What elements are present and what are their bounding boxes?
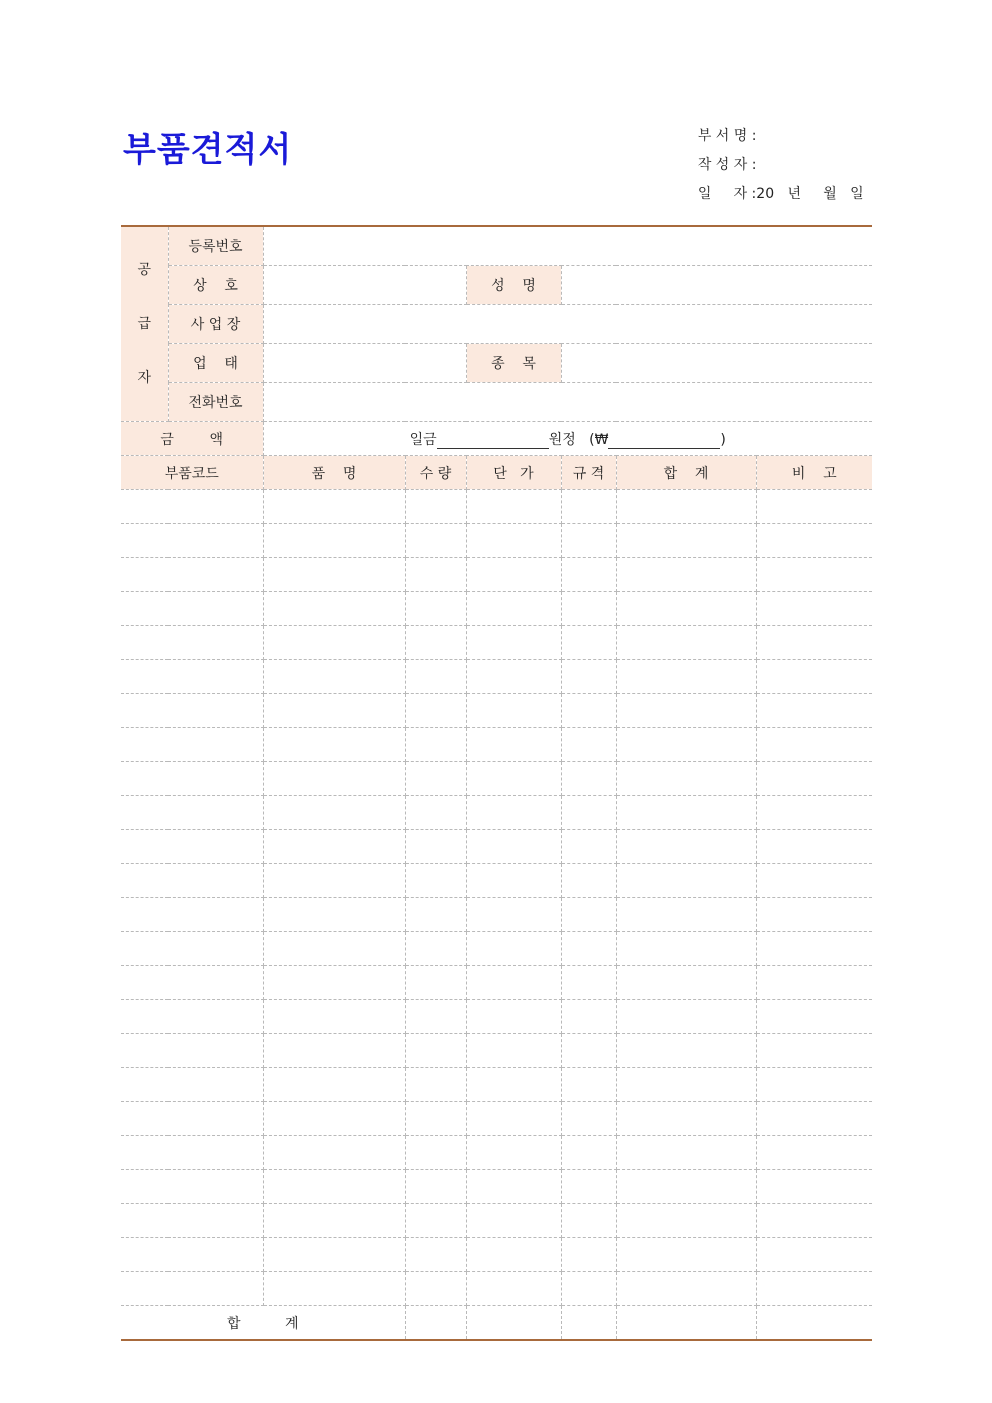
item-cell-remarks[interactable] [756, 558, 872, 592]
item-cell-quantity[interactable] [405, 898, 466, 932]
item-row [121, 524, 872, 558]
item-cell-remarks[interactable] [756, 694, 872, 728]
representative-field[interactable] [561, 266, 872, 305]
item-cell-item-name[interactable] [263, 626, 405, 660]
item-cell-total[interactable] [616, 1102, 756, 1136]
item-cell-remarks[interactable] [756, 1136, 872, 1170]
item-cell-part-code[interactable] [121, 830, 263, 864]
item-cell-item-name[interactable] [263, 898, 405, 932]
item-cell-remarks[interactable] [756, 660, 872, 694]
item-cell-remarks[interactable] [756, 864, 872, 898]
item-cell-unit-price[interactable] [466, 1238, 561, 1272]
item-cell-unit-price[interactable] [466, 1136, 561, 1170]
item-cell-unit-price[interactable] [466, 1170, 561, 1204]
item-cell-spec[interactable] [561, 490, 616, 524]
item-cell-spec[interactable] [561, 1272, 616, 1306]
item-cell-part-code[interactable] [121, 966, 263, 1000]
date-day-unit: 일 [850, 186, 864, 202]
quote-table [121, 225, 872, 1341]
item-cell-remarks[interactable] [756, 1034, 872, 1068]
item-cell-total[interactable] [616, 762, 756, 796]
date-year-prefix: 20 [756, 186, 775, 202]
item-cell-unit-price[interactable] [466, 728, 561, 762]
item-cell-spec[interactable] [561, 626, 616, 660]
item-cell-spec[interactable] [561, 694, 616, 728]
business-item-label: 종 목 [466, 344, 561, 383]
item-cell-spec[interactable] [561, 796, 616, 830]
item-cell-remarks[interactable] [756, 1204, 872, 1238]
representative-label: 성 명 [466, 266, 561, 305]
item-cell-remarks[interactable] [756, 932, 872, 966]
item-cell-total[interactable] [616, 966, 756, 1000]
item-cell-spec[interactable] [561, 1034, 616, 1068]
item-cell-total[interactable] [616, 1272, 756, 1306]
amount-text-prefix: 일금 [409, 431, 437, 448]
item-cell-item-name[interactable] [263, 1170, 405, 1204]
item-cell-total[interactable] [616, 830, 756, 864]
total-row [121, 1306, 872, 1341]
item-cell-part-code[interactable] [121, 592, 263, 626]
item-cell-item-name[interactable] [263, 694, 405, 728]
item-cell-quantity[interactable] [405, 490, 466, 524]
item-cell-part-code[interactable] [121, 898, 263, 932]
item-row [121, 1272, 872, 1306]
item-cell-part-code[interactable] [121, 1102, 263, 1136]
item-cell-total[interactable] [616, 558, 756, 592]
item-cell-remarks[interactable] [756, 1102, 872, 1136]
item-cell-unit-price[interactable] [466, 1068, 561, 1102]
item-cell-total[interactable] [616, 1034, 756, 1068]
column-header-remarks: 비 고 [756, 456, 872, 490]
column-header-quantity: 수 량 [405, 456, 466, 490]
total-label: 합 계 [121, 1306, 405, 1341]
phone-label: 전화번호 [168, 383, 263, 422]
item-row [121, 864, 872, 898]
supplier-section-label [121, 226, 168, 422]
item-row [121, 626, 872, 660]
item-cell-unit-price[interactable] [466, 592, 561, 626]
item-cell-item-name[interactable] [263, 932, 405, 966]
item-cell-quantity[interactable] [405, 864, 466, 898]
item-cell-spec[interactable] [561, 762, 616, 796]
item-cell-unit-price[interactable] [466, 1000, 561, 1034]
total-cell-total[interactable] [616, 1306, 756, 1341]
item-cell-item-name[interactable] [263, 490, 405, 524]
item-cell-spec[interactable] [561, 558, 616, 592]
item-row [121, 1204, 872, 1238]
item-cell-quantity[interactable] [405, 694, 466, 728]
item-cell-remarks[interactable] [756, 626, 872, 660]
item-cell-remarks[interactable] [756, 796, 872, 830]
item-cell-part-code[interactable] [121, 1272, 263, 1306]
supplier-char-3: 자 [137, 370, 152, 386]
item-cell-spec[interactable] [561, 660, 616, 694]
item-cell-total[interactable] [616, 694, 756, 728]
item-row [121, 1102, 872, 1136]
total-cell-remarks[interactable] [756, 1306, 872, 1341]
registration-no-label: 등록번호 [168, 226, 263, 266]
item-cell-total[interactable] [616, 796, 756, 830]
amount-row [121, 422, 872, 456]
item-cell-part-code[interactable] [121, 1238, 263, 1272]
registration-no-field[interactable] [263, 226, 872, 266]
item-cell-part-code[interactable] [121, 524, 263, 558]
item-row [121, 660, 872, 694]
item-cell-item-name[interactable] [263, 1102, 405, 1136]
column-header-total: 합 계 [616, 456, 756, 490]
amount-korean-blank[interactable] [437, 434, 549, 449]
column-header-row [121, 456, 872, 490]
item-cell-item-name[interactable] [263, 728, 405, 762]
amount-text-middle: 원정 (₩ [548, 431, 609, 448]
item-cell-quantity[interactable] [405, 1068, 466, 1102]
item-cell-quantity[interactable] [405, 626, 466, 660]
item-cell-remarks[interactable] [756, 830, 872, 864]
amount-label: 금 액 [121, 422, 263, 456]
item-row [121, 1136, 872, 1170]
item-cell-quantity[interactable] [405, 796, 466, 830]
item-row [121, 796, 872, 830]
document-meta [680, 103, 864, 202]
item-cell-total[interactable] [616, 490, 756, 524]
total-cell-quantity[interactable] [405, 1306, 466, 1341]
item-cell-unit-price[interactable] [466, 796, 561, 830]
item-cell-total[interactable] [616, 1068, 756, 1102]
item-row [121, 1170, 872, 1204]
item-cell-remarks[interactable] [756, 762, 872, 796]
item-cell-unit-price[interactable] [466, 660, 561, 694]
item-cell-part-code[interactable] [121, 1034, 263, 1068]
item-row [121, 558, 872, 592]
item-cell-quantity[interactable] [405, 524, 466, 558]
item-cell-quantity[interactable] [405, 1238, 466, 1272]
item-cell-unit-price[interactable] [466, 898, 561, 932]
item-cell-item-name[interactable] [263, 1238, 405, 1272]
item-cell-part-code[interactable] [121, 728, 263, 762]
item-cell-quantity[interactable] [405, 1272, 466, 1306]
item-cell-remarks[interactable] [756, 1000, 872, 1034]
item-cell-part-code[interactable] [121, 864, 263, 898]
item-cell-part-code[interactable] [121, 660, 263, 694]
item-cell-remarks[interactable] [756, 524, 872, 558]
date-year-unit: 년 [787, 186, 801, 202]
item-cell-part-code[interactable] [121, 932, 263, 966]
column-header-spec: 규 격 [561, 456, 616, 490]
item-cell-item-name[interactable] [263, 1136, 405, 1170]
supplier-row-phone [121, 383, 872, 422]
item-cell-spec[interactable] [561, 898, 616, 932]
item-row [121, 1238, 872, 1272]
item-cell-unit-price[interactable] [466, 558, 561, 592]
date-label: 일 자 : [697, 186, 757, 202]
item-cell-part-code[interactable] [121, 1136, 263, 1170]
item-cell-total[interactable] [616, 898, 756, 932]
item-cell-spec[interactable] [561, 1204, 616, 1238]
item-cell-unit-price[interactable] [466, 694, 561, 728]
item-cell-part-code[interactable] [121, 1204, 263, 1238]
column-header-item-name: 품 명 [263, 456, 405, 490]
supplier-row-company [121, 266, 872, 305]
item-cell-part-code[interactable] [121, 1170, 263, 1204]
item-cell-part-code[interactable] [121, 694, 263, 728]
company-name-field[interactable] [263, 266, 466, 305]
business-place-field[interactable] [263, 305, 872, 344]
amount-number-blank[interactable] [608, 434, 720, 449]
item-cell-remarks[interactable] [756, 1272, 872, 1306]
document-title: 부품견적서 [123, 130, 293, 170]
item-cell-total[interactable] [616, 1238, 756, 1272]
item-cell-remarks[interactable] [756, 592, 872, 626]
item-cell-total[interactable] [616, 626, 756, 660]
item-cell-total[interactable] [616, 1136, 756, 1170]
item-cell-quantity[interactable] [405, 1000, 466, 1034]
item-row [121, 592, 872, 626]
item-cell-spec[interactable] [561, 524, 616, 558]
item-cell-quantity[interactable] [405, 728, 466, 762]
supplier-char-2: 급 [137, 316, 152, 332]
item-cell-quantity[interactable] [405, 558, 466, 592]
item-cell-unit-price[interactable] [466, 830, 561, 864]
item-row [121, 762, 872, 796]
item-cell-quantity[interactable] [405, 1170, 466, 1204]
item-cell-unit-price[interactable] [466, 966, 561, 1000]
item-cell-unit-price[interactable] [466, 762, 561, 796]
date-month-unit: 월 [823, 186, 837, 202]
item-cell-remarks[interactable] [756, 1068, 872, 1102]
item-cell-remarks[interactable] [756, 1170, 872, 1204]
item-cell-unit-price[interactable] [466, 864, 561, 898]
item-cell-item-name[interactable] [263, 1068, 405, 1102]
item-cell-item-name[interactable] [263, 864, 405, 898]
item-cell-total[interactable] [616, 592, 756, 626]
item-cell-unit-price[interactable] [466, 1272, 561, 1306]
item-row [121, 1000, 872, 1034]
item-cell-spec[interactable] [561, 864, 616, 898]
item-cell-quantity[interactable] [405, 932, 466, 966]
department-label: 부 서 명 : [697, 128, 757, 144]
company-name-label: 상 호 [168, 266, 263, 305]
item-row [121, 898, 872, 932]
item-cell-item-name[interactable] [263, 1000, 405, 1034]
phone-field[interactable] [263, 383, 872, 422]
item-cell-spec[interactable] [561, 1136, 616, 1170]
item-row [121, 1068, 872, 1102]
item-cell-part-code[interactable] [121, 1000, 263, 1034]
item-cell-total[interactable] [616, 1000, 756, 1034]
item-cell-total[interactable] [616, 1204, 756, 1238]
item-cell-unit-price[interactable] [466, 626, 561, 660]
item-cell-item-name[interactable] [263, 1034, 405, 1068]
total-cell-unit-price[interactable] [466, 1306, 561, 1341]
item-cell-item-name[interactable] [263, 796, 405, 830]
item-cell-remarks[interactable] [756, 898, 872, 932]
item-cell-unit-price[interactable] [466, 490, 561, 524]
item-cell-item-name[interactable] [263, 830, 405, 864]
business-type-field[interactable] [263, 344, 466, 383]
item-cell-quantity[interactable] [405, 592, 466, 626]
item-cell-remarks[interactable] [756, 1238, 872, 1272]
item-cell-item-name[interactable] [263, 524, 405, 558]
item-cell-part-code[interactable] [121, 490, 263, 524]
supplier-char-1: 공 [137, 262, 152, 278]
total-cell-spec[interactable] [561, 1306, 616, 1341]
item-cell-item-name[interactable] [263, 592, 405, 626]
item-cell-remarks[interactable] [756, 728, 872, 762]
supplier-row-registration [121, 226, 872, 266]
item-cell-spec[interactable] [561, 1068, 616, 1102]
item-cell-total[interactable] [616, 728, 756, 762]
item-cell-quantity[interactable] [405, 1102, 466, 1136]
item-cell-total[interactable] [616, 660, 756, 694]
item-cell-unit-price[interactable] [466, 932, 561, 966]
business-place-label: 사 업 장 [168, 305, 263, 344]
supplier-row-place [121, 305, 872, 344]
item-cell-item-name[interactable] [263, 966, 405, 1000]
item-cell-total[interactable] [616, 1170, 756, 1204]
item-cell-quantity[interactable] [405, 966, 466, 1000]
item-cell-quantity[interactable] [405, 830, 466, 864]
item-row [121, 694, 872, 728]
item-cell-remarks[interactable] [756, 966, 872, 1000]
item-cell-spec[interactable] [561, 1238, 616, 1272]
business-item-field[interactable] [561, 344, 872, 383]
item-row [121, 728, 872, 762]
author-label: 작 성 자 : [697, 157, 757, 173]
supplier-row-type [121, 344, 872, 383]
item-cell-quantity[interactable] [405, 1034, 466, 1068]
item-cell-unit-price[interactable] [466, 524, 561, 558]
item-cell-spec[interactable] [561, 830, 616, 864]
item-cell-unit-price[interactable] [466, 1034, 561, 1068]
item-cell-total[interactable] [616, 864, 756, 898]
item-cell-spec[interactable] [561, 1102, 616, 1136]
item-row [121, 1034, 872, 1068]
item-cell-part-code[interactable] [121, 626, 263, 660]
item-cell-spec[interactable] [561, 932, 616, 966]
item-cell-spec[interactable] [561, 592, 616, 626]
item-cell-quantity[interactable] [405, 660, 466, 694]
department-row [680, 103, 864, 144]
item-cell-quantity[interactable] [405, 762, 466, 796]
item-cell-part-code[interactable] [121, 762, 263, 796]
item-row [121, 966, 872, 1000]
item-cell-spec[interactable] [561, 728, 616, 762]
item-cell-item-name[interactable] [263, 762, 405, 796]
column-header-unit-price: 단 가 [466, 456, 561, 490]
item-cell-item-name[interactable] [263, 1204, 405, 1238]
item-row [121, 490, 872, 524]
item-cell-spec[interactable] [561, 966, 616, 1000]
item-cell-item-name[interactable] [263, 1272, 405, 1306]
amount-field[interactable] [263, 422, 872, 456]
item-cell-item-name[interactable] [263, 660, 405, 694]
item-cell-part-code[interactable] [121, 796, 263, 830]
item-cell-total[interactable] [616, 932, 756, 966]
item-cell-total[interactable] [616, 524, 756, 558]
item-row [121, 830, 872, 864]
amount-text-suffix: ) [720, 431, 726, 448]
item-cell-item-name[interactable] [263, 558, 405, 592]
item-cell-quantity[interactable] [405, 1204, 466, 1238]
item-cell-part-code[interactable] [121, 558, 263, 592]
item-cell-spec[interactable] [561, 1170, 616, 1204]
item-cell-remarks[interactable] [756, 490, 872, 524]
business-type-label: 업 태 [168, 344, 263, 383]
item-cell-unit-price[interactable] [466, 1102, 561, 1136]
item-cell-unit-price[interactable] [466, 1204, 561, 1238]
item-cell-spec[interactable] [561, 1000, 616, 1034]
item-cell-quantity[interactable] [405, 1136, 466, 1170]
column-header-part-code: 부품코드 [121, 456, 263, 490]
item-row [121, 932, 872, 966]
item-cell-part-code[interactable] [121, 1068, 263, 1102]
